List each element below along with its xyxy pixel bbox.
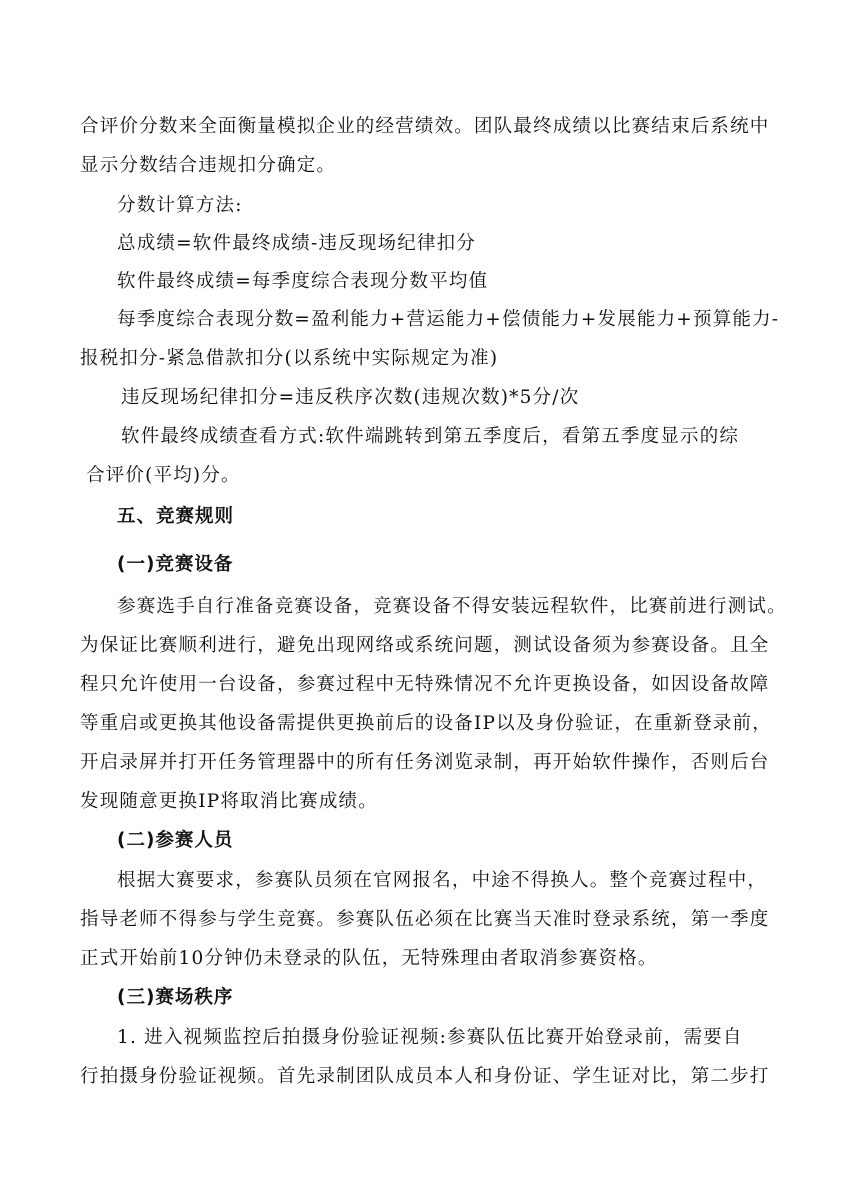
text-line: 合评价分数来全面衡量模拟企业的经营绩效。团队最终成绩以比赛结束后系统中	[80, 116, 770, 137]
text-line: 程只允许使用一台设备，参赛过程中无特殊情况不允许更换设备，如因设备故障	[80, 674, 770, 695]
text-line: 参赛选手自行准备竞赛设备，竞赛设备不得安装远程软件，比赛前进行测试。	[117, 596, 787, 617]
text-line: 违反现场纪律扣分=违反秩序次数(违规次数)*5分/次	[121, 387, 580, 408]
text-line: 软件最终成绩=每季度综合表现分数平均值	[117, 271, 489, 292]
subsection-heading: (一)竞赛设备	[117, 554, 234, 575]
text-line: 分数计算方法:	[117, 195, 243, 216]
text-line: 为保证比赛顺利进行，避免出现网络或系统问题，测试设备须为参赛设备。且全	[80, 635, 770, 656]
text-line: 合评价(平均)分。	[86, 465, 241, 486]
subsection-heading: (二)参赛人员	[117, 830, 234, 851]
text-line: 每季度综合表现分数=盈利能力+营运能力+偿债能力+发展能力+预算能力-	[117, 309, 780, 330]
text-line: 软件最终成绩查看方式:软件端跳转到第五季度后，看第五季度显示的综	[121, 426, 740, 447]
text-line: 根据大赛要求，参赛队员须在官网报名，中途不得换人。整个竞赛过程中，	[117, 870, 768, 891]
text-line: 正式开始前10分钟仍未登录的队伍，无特殊理由者取消参赛资格。	[80, 948, 658, 969]
text-line: 发现随意更换IP将取消比赛成绩。	[80, 791, 378, 812]
text-line: 总成绩=软件最终成绩-违反现场纪律扣分	[117, 233, 477, 254]
text-line: 1. 进入视频监控后拍摄身份验证视频:参赛队伍比赛开始登录前，需要自	[117, 1027, 743, 1048]
section-heading: 五、竞赛规则	[117, 506, 235, 527]
text-line: 报税扣分-紧急借款扣分(以系统中实际规定为准)	[80, 348, 499, 369]
text-line: 指导老师不得参与学生竞赛。参赛队伍必须在比赛当天准时登录系统，第一季度	[80, 909, 770, 930]
text-line: 行拍摄身份验证视频。首先录制团队成员本人和身份证、学生证对比，第二步打	[80, 1066, 770, 1087]
text-line: 等重启或更换其他设备需提供更换前后的设备IP以及身份验证，在重新登录前，	[80, 713, 772, 734]
text-line: 开启录屏并打开任务管理器中的所有任务浏览录制，再开始软件操作，否则后台	[80, 752, 770, 773]
text-line: 显示分数结合违规扣分确定。	[80, 155, 337, 176]
subsection-heading: (三)赛场秩序	[117, 987, 234, 1008]
